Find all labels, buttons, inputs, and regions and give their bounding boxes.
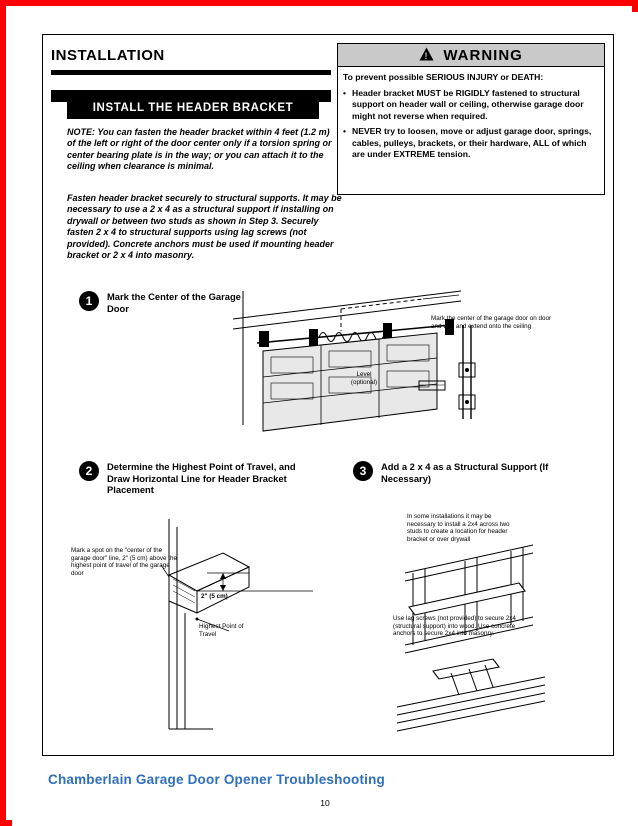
figure-3-callout-lag-screws: Use lag screws (not provided) to secure 2x4 (structural support) into wood. Use concrete anchors to secure 2x4 into masonry. <box>393 615 516 638</box>
figure-2-callout-dimension: 2" (5 cm) <box>201 593 228 600</box>
warning-header <box>338 44 604 67</box>
warning-bullet: • Header bracket MUST be RIGIDLY fastened to structural support on header wall or ceiling, otherwise garage door might not reverse when required. <box>352 88 599 123</box>
step-3-number: 3 <box>353 461 373 481</box>
step-3-title: Add a 2 x 4 as a Structural Support (If Necessary) <box>381 461 549 484</box>
figure-3-callout-studs: In some installations it may be necessary to install a 2x4 across two studs to create a location for header bracket or over drywall <box>407 513 510 543</box>
svg-text:!: ! <box>424 51 429 61</box>
warning-lead: To prevent possible SERIOUS INJURY or DEATH: <box>343 72 544 82</box>
note-label: NOTE: <box>67 127 95 137</box>
step-2-number: 2 <box>79 461 99 481</box>
body-paragraph-2: Fasten header bracket securely to structural supports. It may be necessary to use a 2 x 4 as a structural support if installing on drywall or between two studs as shown in Step 3. Securely fasten 2 x 4 to structural supports using lag screws (not provided). Concrete anchors must be used if mounting header bracket or 2 x 4 into masonry. <box>67 193 342 261</box>
title-rule-thin <box>51 70 331 75</box>
document-sheet <box>42 34 614 756</box>
warning-title: WARNING <box>443 47 523 64</box>
step-1-number: 1 <box>79 291 99 311</box>
page-title: INSTALLATION <box>51 47 165 64</box>
warning-box <box>337 43 605 195</box>
figure-1-callout-center: Mark the center of the garage door on door and wall and extend onto the ceiling <box>431 315 552 330</box>
section-banner <box>67 97 319 119</box>
warning-title-row <box>338 47 604 64</box>
warning-bullets <box>343 88 599 161</box>
figure-2-callout-mark: Mark a spot on the "center of the garage door" line, 2" (5 cm) above the highest point of travel of the garage door <box>71 547 177 577</box>
page-number: 10 <box>320 798 330 808</box>
figure-step-3 <box>373 495 603 735</box>
figure-1-callout-level: Level (optional) <box>350 371 378 386</box>
figure-step-1 <box>223 285 613 435</box>
section-banner-label: INSTALL THE HEADER BRACKET <box>92 102 294 114</box>
footer-link[interactable]: Chamberlain Garage Door Opener Troubleshooting <box>48 772 385 787</box>
warning-triangle-icon <box>419 47 434 61</box>
figure-2-callout-highest-point: Highest Point of Travel <box>199 623 244 638</box>
warning-bullet: • NEVER try to loosen, move or adjust garage door, springs, cables, pulleys, brackets, or their hardware, ALL of which are under EXTREME tension. <box>352 126 599 161</box>
step-2-title: Determine the Highest Point of Travel, and Draw Horizontal Line for Header Bracket Placement <box>107 461 296 496</box>
figure-step-2 <box>71 505 333 735</box>
page-canvas <box>12 12 638 826</box>
note-paragraph <box>67 127 339 173</box>
warning-body <box>343 72 599 165</box>
note-text: You can fasten the header bracket within 4 feet (1.2 m) of the left or right of the door center only if a torsion spring or center bearing plate is in the way; or you can attach it to the ceiling when clearance is minimal. <box>67 127 332 172</box>
step-1-title: Mark the Center of the Garage Door <box>107 291 241 314</box>
